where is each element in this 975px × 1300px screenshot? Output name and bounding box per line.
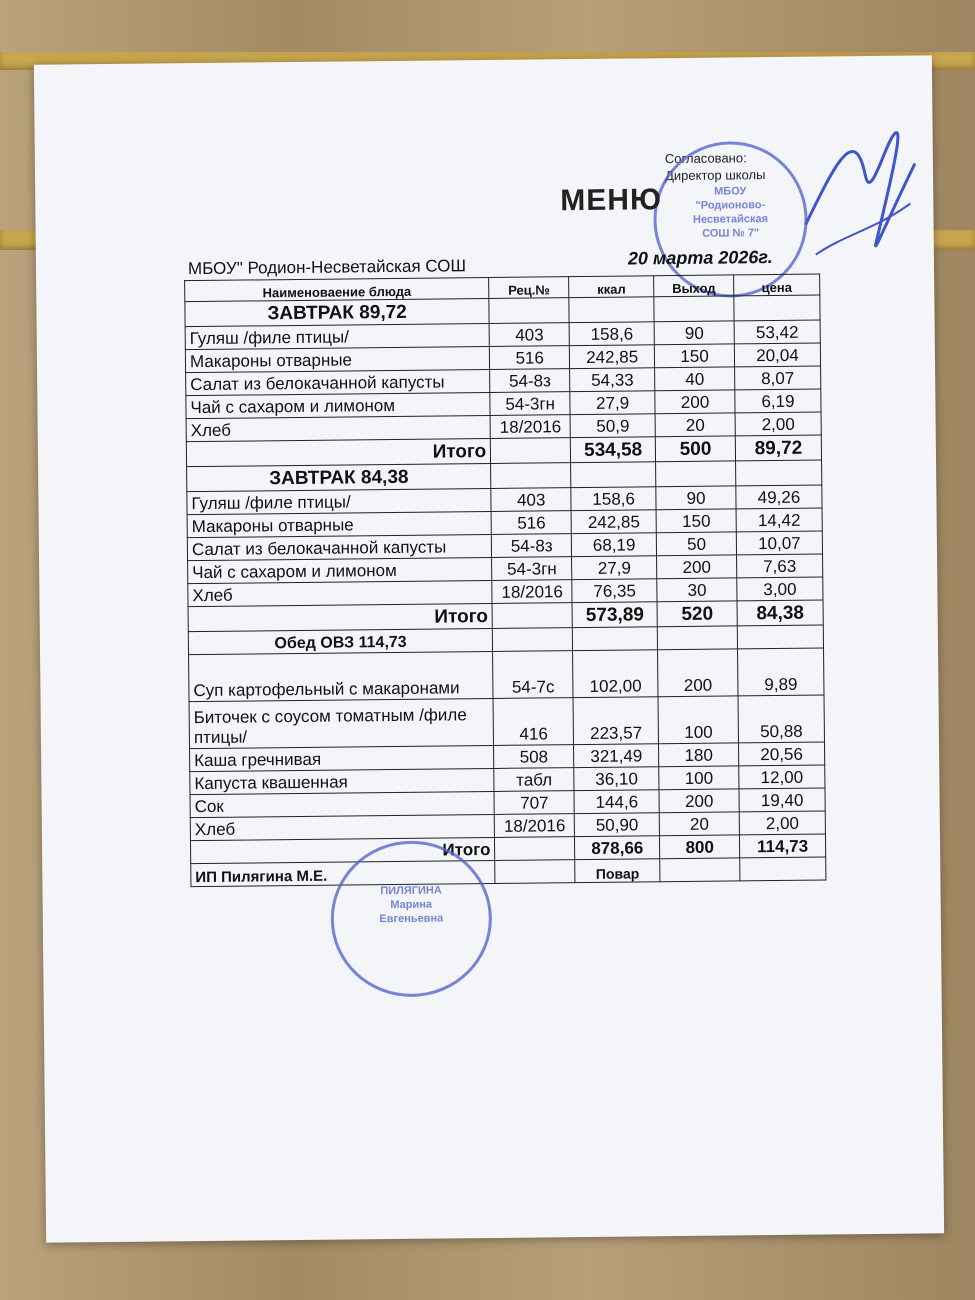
price-value: 12,00 — [739, 765, 825, 789]
stamp-line: СОШ № 7" — [702, 227, 760, 240]
page-title: МЕНЮ — [560, 183, 663, 218]
total-output: 520 — [657, 601, 737, 627]
recipe-number: 516 — [491, 511, 571, 535]
recipe-number: 403 — [489, 323, 569, 347]
total-label: Итого — [188, 603, 493, 631]
price-value: 2,00 — [735, 412, 821, 436]
output-value: 150 — [656, 509, 736, 533]
dish-name: Чай с сахаром и лимоном — [186, 392, 491, 418]
price-value: 7,63 — [737, 554, 823, 578]
total-kcal: 534,58 — [571, 437, 656, 463]
price-value: 20,04 — [734, 343, 820, 367]
total-price: 89,72 — [735, 435, 821, 461]
kcal-value: 223,57 — [573, 697, 658, 745]
kcal-value: 158,6 — [569, 322, 654, 346]
price-value: 20,56 — [739, 742, 825, 766]
dish-name: Хлеб — [190, 814, 495, 840]
section-title: ЗАВТРАК 89,72 — [185, 298, 490, 326]
output-value: 90 — [654, 321, 734, 345]
total-output: 500 — [655, 436, 735, 462]
output-value: 180 — [659, 743, 739, 767]
recipe-number: 18/2016 — [495, 814, 575, 838]
recipe-number: 54-7с — [493, 651, 573, 699]
output-value: 100 — [659, 766, 739, 790]
col-header-kcal: ккал — [569, 276, 654, 298]
output-value: 40 — [655, 367, 735, 391]
section-title: ЗАВТРАК 84,38 — [187, 463, 492, 491]
approval-label: Согласовано: — [664, 150, 747, 167]
stamp-line: ПИЛЯГИНА — [380, 884, 442, 898]
menu-table — [184, 274, 826, 888]
price-value: 10,07 — [736, 531, 822, 555]
stamp-line: Марина — [390, 898, 433, 912]
price-value: 19,40 — [739, 788, 825, 812]
dish-name: Макароны отварные — [187, 511, 492, 537]
output-value: 90 — [656, 486, 736, 510]
output-value: 20 — [655, 413, 735, 437]
dish-name: Биточек с соусом томатным /филе птицы/ — [189, 698, 494, 748]
menu-sheet — [34, 55, 944, 1242]
recipe-number: 707 — [494, 791, 574, 815]
kcal-value: 76,35 — [572, 579, 657, 603]
output-value: 150 — [654, 344, 734, 368]
price-value: 8,07 — [735, 366, 821, 390]
price-value: 14,42 — [736, 508, 822, 532]
dish-name: Салат из белокачанной капусты — [186, 369, 491, 395]
total-label: Итого — [186, 438, 491, 466]
output-value: 200 — [655, 390, 735, 414]
output-value: 200 — [658, 649, 738, 697]
dish-name: Сок — [190, 791, 495, 817]
dish-name: Чай с сахаром и лимоном — [188, 557, 493, 583]
stamp-line: "Родионово- — [695, 199, 766, 212]
col-header-recipe: Рец.№ — [489, 277, 569, 299]
kcal-value: 36,10 — [574, 767, 659, 791]
recipe-number: 54-8з — [492, 534, 572, 558]
dish-name: Гуляш /филе птицы/ — [185, 323, 490, 349]
dish-name: Хлеб — [188, 580, 493, 606]
price-value: 53,42 — [734, 320, 820, 344]
signer-role: Повар — [575, 859, 660, 883]
kcal-value: 50,90 — [574, 813, 659, 837]
output-value: 30 — [657, 578, 737, 602]
ip-stamp — [330, 840, 493, 998]
dish-name: Каша гречнивая — [190, 745, 495, 771]
dish-name: Салат из белокачанной капусты — [187, 534, 492, 560]
stamp-line: МБОУ — [714, 185, 747, 198]
kcal-value: 50,9 — [570, 414, 655, 438]
approval-director: Директор школы — [664, 167, 766, 184]
recipe-number: 18/2016 — [492, 580, 572, 604]
signature-image — [794, 103, 926, 284]
total-price: 114,73 — [740, 834, 826, 858]
dish-name: Суп картофельный с макаронами — [189, 651, 494, 701]
col-header-name: Наименоваение блюда — [185, 277, 490, 301]
total-kcal: 573,89 — [572, 602, 657, 628]
kcal-value: 144,6 — [574, 790, 659, 814]
total-kcal: 878,66 — [575, 836, 660, 860]
col-header-price: цена — [734, 274, 820, 296]
price-value: 3,00 — [737, 577, 823, 601]
kcal-value: 158,6 — [571, 487, 656, 511]
total-price: 84,38 — [737, 600, 823, 626]
recipe-number: 54-8з — [490, 369, 570, 393]
price-value: 49,26 — [736, 485, 822, 509]
kcal-value: 27,9 — [572, 556, 657, 580]
price-value: 9,89 — [738, 648, 824, 696]
recipe-number: 516 — [490, 346, 570, 370]
table-row — [189, 695, 824, 749]
recipe-number: 18/2016 — [490, 415, 570, 439]
stamp-line: Несветайская — [692, 213, 769, 226]
recipe-number: 508 — [494, 745, 574, 769]
dish-name: Гуляш /филе птицы/ — [187, 488, 492, 514]
kcal-value: 321,49 — [574, 744, 659, 768]
kcal-value: 27,9 — [570, 391, 655, 415]
dish-name: Капуста квашенная — [190, 768, 495, 794]
dish-name: Хлеб — [186, 415, 491, 441]
col-header-output: Выход — [654, 275, 734, 297]
kcal-value: 242,85 — [571, 510, 656, 534]
section-title: Обед ОВЗ 114,73 — [188, 628, 493, 654]
kcal-value: 102,00 — [573, 650, 658, 698]
stamp-line: Евгеньевна — [379, 912, 444, 926]
kcal-value: 54,33 — [570, 368, 655, 392]
recipe-number: 416 — [493, 698, 573, 746]
output-value: 200 — [657, 555, 737, 579]
price-value: 50,88 — [738, 695, 824, 743]
output-value: 100 — [658, 696, 738, 744]
total-output: 800 — [660, 835, 740, 859]
signer-name: ИП Пилягина М.Е. — [191, 860, 496, 886]
kcal-value: 68,19 — [572, 533, 657, 557]
dish-name: Макароны отварные — [185, 346, 490, 372]
recipe-number: 54-3гн — [492, 557, 572, 581]
menu-date: 20 марта 2026г. — [627, 247, 773, 269]
output-value: 200 — [659, 789, 739, 813]
recipe-number: табл — [494, 768, 574, 792]
recipe-number: 54-3гн — [490, 392, 570, 416]
recipe-number: 403 — [491, 488, 571, 512]
price-value: 6,19 — [735, 389, 821, 413]
total-label: Итого — [190, 837, 495, 863]
output-value: 20 — [659, 812, 739, 836]
kcal-value: 242,85 — [570, 345, 655, 369]
table-row — [189, 648, 824, 702]
price-value: 2,00 — [739, 811, 825, 835]
school-name: МБОУ" Родион-Несветайская СОШ — [187, 256, 467, 279]
output-value: 50 — [656, 532, 736, 556]
